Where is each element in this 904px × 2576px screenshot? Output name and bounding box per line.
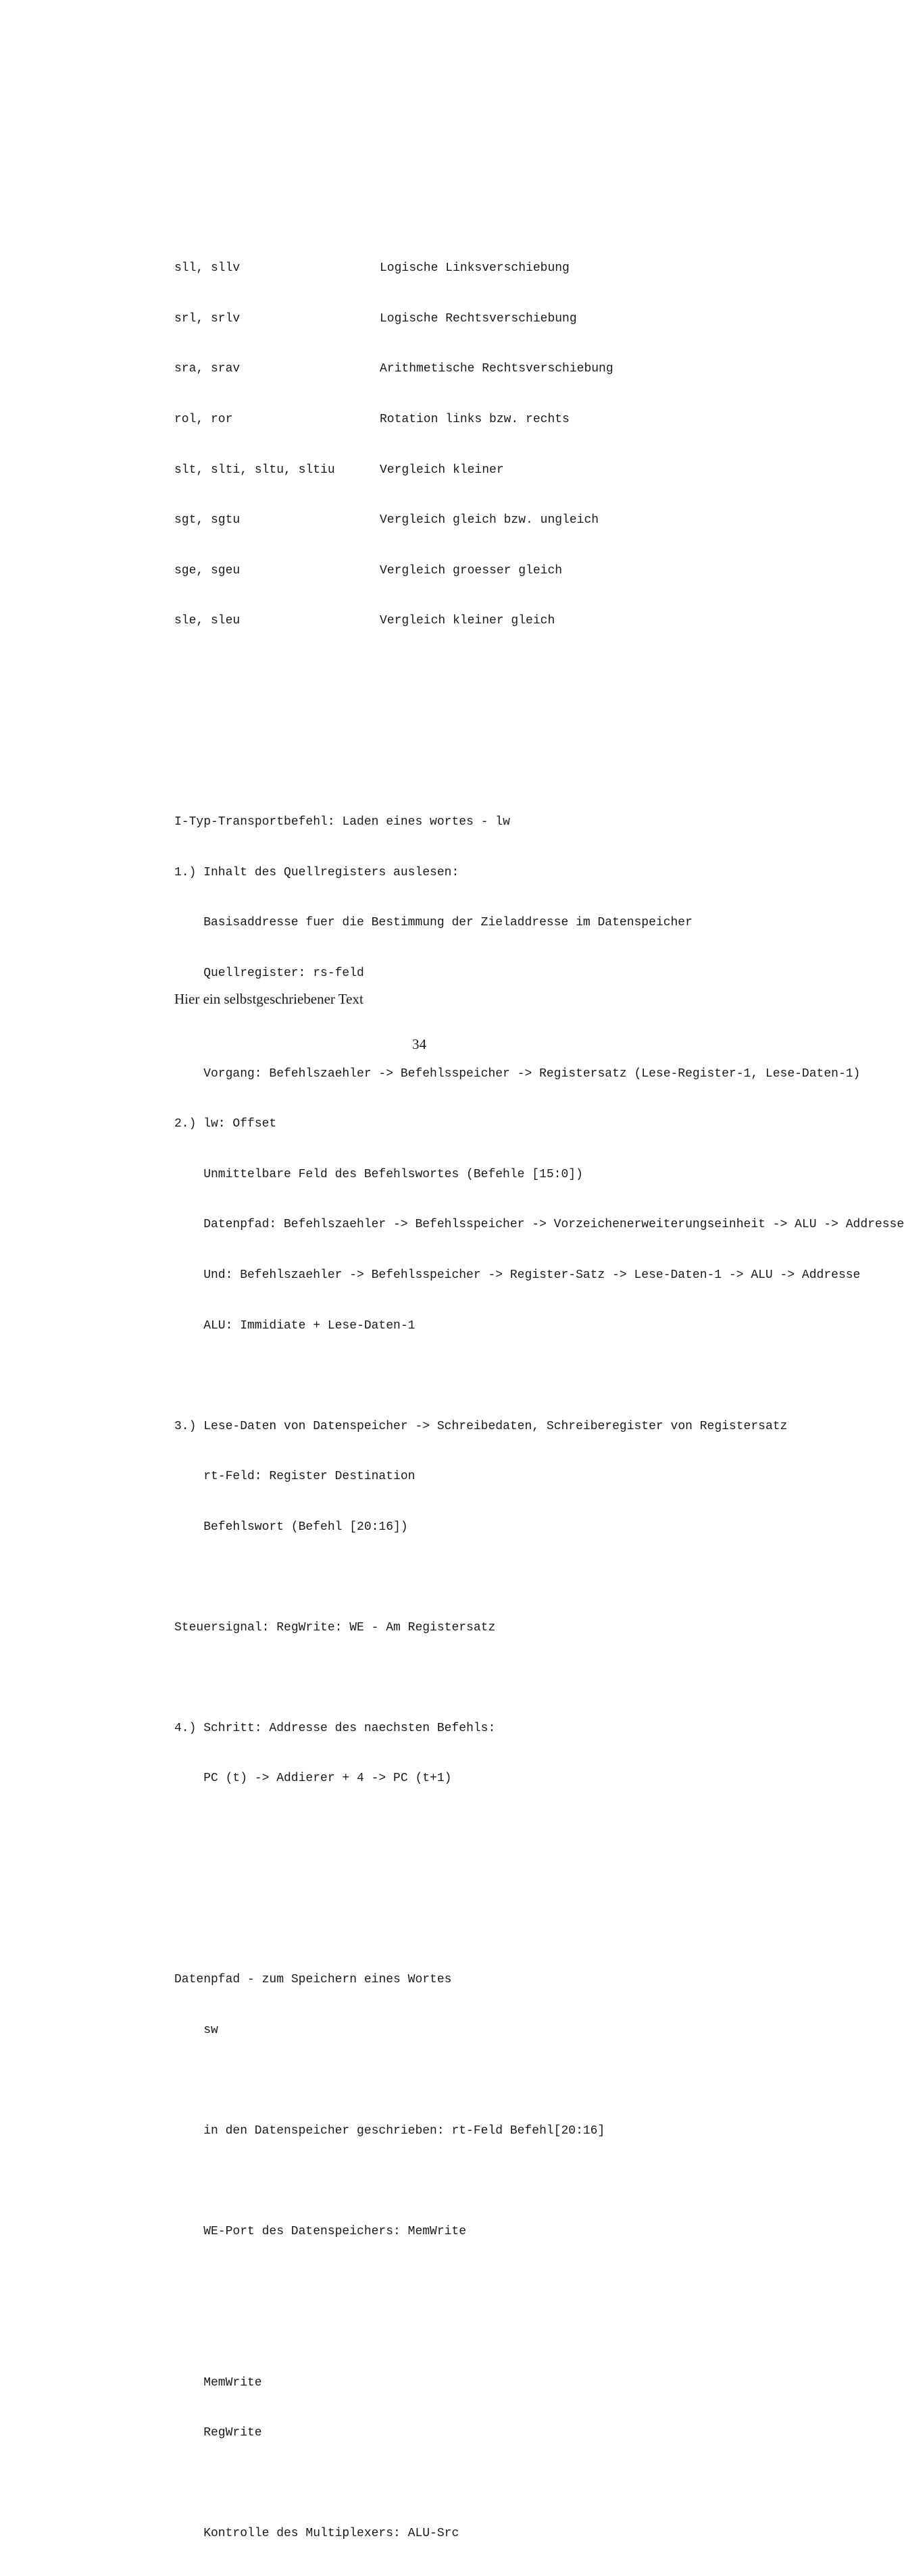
- instruction-commands: rol, ror: [174, 412, 233, 426]
- step2-line: Unmittelbare Feld des Befehlswortes (Befehle [15:0]): [203, 1167, 583, 1181]
- table-row: [174, 512, 904, 529]
- sw-signal: RegWrite: [203, 2426, 262, 2440]
- instruction-commands: sgt, sgtu: [174, 513, 241, 527]
- instruction-commands: sge, sgeu: [174, 563, 241, 577]
- blank-line: [174, 2324, 904, 2341]
- instruction-description: Vergleich groesser gleich: [380, 563, 563, 577]
- step2-line: ALU: Immidiate + Lese-Daten-1: [203, 1318, 416, 1333]
- blank-line: [174, 2173, 904, 2190]
- step1-heading: 1.) Inhalt des Quellregisters auslesen:: [174, 865, 459, 879]
- step1-line: Quellregister: rs-feld: [203, 966, 364, 980]
- instruction-commands: sra, srav: [174, 362, 241, 376]
- step4-line: PC (t) -> Addierer + 4 -> PC (t+1): [203, 1772, 452, 1786]
- table-row: [174, 462, 904, 479]
- table-row: [174, 613, 904, 629]
- blank-line: [174, 1838, 904, 1855]
- table-row: [174, 260, 904, 277]
- step1-vorgang: Vorgang: Befehlszaehler -> Befehlsspeicher -> Registersatz (Lese-Register-1, Lese-Daten-1): [203, 1066, 861, 1081]
- step1-line: Basisaddresse fuer die Bestimmung der Zieladdresse im Datenspeicher: [203, 916, 693, 930]
- step2-line: Und: Befehlszaehler -> Befehlsspeicher -> Register-Satz -> Lese-Daten-1 -> ALU -> Addresse: [203, 1268, 861, 1282]
- blank-line: [174, 730, 904, 747]
- table-row: [174, 411, 904, 428]
- instruction-commands: slt, slti, sltu, sltiu: [174, 463, 335, 477]
- table-row: [174, 311, 904, 328]
- blank-line: [174, 1569, 904, 1586]
- sw-written-line: in den Datenspeicher geschrieben: rt-Feld Befehl[20:16]: [203, 2124, 605, 2138]
- sw-section-title: Datenpfad - zum Speichern eines Wortes: [174, 1973, 452, 1987]
- step3-line: Befehlswort (Befehl [20:16]): [203, 1520, 408, 1534]
- lw-section-title: I-Typ-Transportbefehl: Laden eines wortes - lw: [174, 815, 510, 829]
- verbatim-block: [174, 193, 904, 2576]
- table-row: [174, 361, 904, 378]
- sw-we-port-line: WE-Port des Datenspeichers: MemWrite: [203, 2225, 467, 2239]
- instruction-commands: sll, sllv: [174, 261, 241, 276]
- control-signal-line: Steuersignal: RegWrite: WE - Am Registersatz: [174, 1620, 496, 1634]
- instruction-description: Vergleich kleiner: [380, 463, 504, 477]
- instruction-description: Vergleich kleiner gleich: [380, 614, 555, 628]
- instruction-description: Logische Linksverschiebung: [380, 261, 570, 276]
- instruction-commands: sle, sleu: [174, 614, 241, 628]
- step3-heading: 3.) Lese-Daten von Datenspeicher -> Schreibedaten, Schreiberegister von Registersatz: [174, 1419, 788, 1433]
- blank-line: [174, 2073, 904, 2090]
- sw-mnemonic: sw: [203, 2023, 218, 2037]
- blank-line: [174, 2475, 904, 2492]
- instruction-description: Rotation links bzw. rechts: [380, 412, 570, 426]
- blank-line: [174, 1015, 904, 1032]
- page-number: 34: [412, 1036, 426, 1052]
- table-row: [174, 563, 904, 579]
- blank-line: [174, 679, 904, 696]
- blank-line: [174, 2274, 904, 2291]
- sw-mux-control-line: Kontrolle des Multiplexers: ALU-Src: [203, 2527, 459, 2541]
- instruction-description: Logische Rechtsverschiebung: [380, 311, 577, 326]
- instruction-description: Arithmetische Rechtsverschiebung: [380, 362, 613, 376]
- blank-line: [174, 1888, 904, 1905]
- step4-heading: 4.) Schritt: Addresse des naechsten Befehls:: [174, 1721, 496, 1735]
- step2-heading: 2.) lw: Offset: [174, 1117, 277, 1131]
- instruction-commands: srl, srlv: [174, 311, 241, 326]
- instruction-description: Vergleich gleich bzw. ungleich: [380, 513, 599, 527]
- prose-paragraph: Hier ein selbstgeschriebener Text: [174, 991, 363, 1007]
- sw-signal: MemWrite: [203, 2375, 262, 2390]
- blank-line: [174, 1368, 904, 1385]
- step3-line: rt-Feld: Register Destination: [203, 1470, 416, 1484]
- blank-line: [174, 1670, 904, 1686]
- step2-line: Datenpfad: Befehlszaehler -> Befehlsspeicher -> Vorzeichenerweiterungseinheit -> ALU -> Addresse: [203, 1218, 904, 1232]
